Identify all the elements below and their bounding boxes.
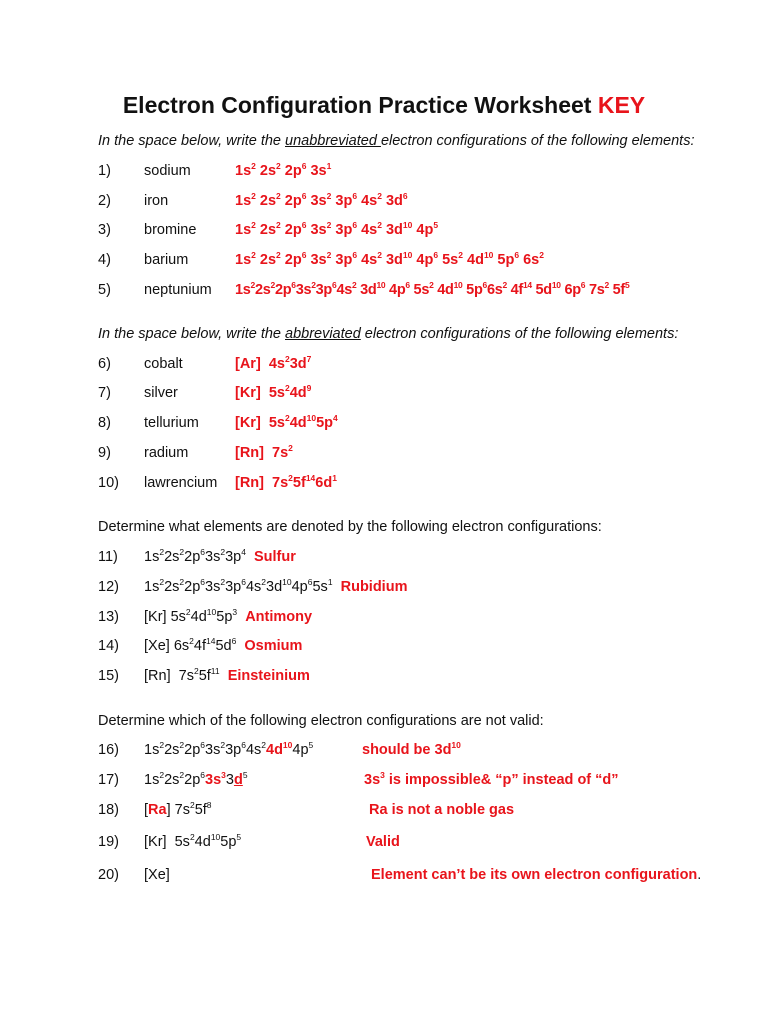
element-name: tellurium — [144, 415, 199, 431]
answer: Sulfur — [254, 549, 296, 565]
title-text: Electron Configuration Practice Worksheet — [122, 92, 592, 118]
element-name: sodium — [144, 163, 191, 179]
configuration: [Xe] $6s^24f^{14}5d^6$ Osmium — [144, 636, 303, 654]
question-number: 9) — [98, 445, 111, 461]
answer: Antimony — [245, 609, 313, 625]
question-number: 13) — [98, 609, 119, 625]
question-number: 14) — [98, 638, 119, 654]
question-number: 19) — [98, 834, 119, 850]
configuration: $1s^22s^22p^63s^23p^64s^23d^{10}4p^65s^1$ Rubidium — [144, 577, 408, 595]
answer: $1s^2$ $2s^2$ $2p^6$ $3s^1$ — [235, 161, 332, 179]
question-number: 17) — [98, 772, 119, 788]
answer: Element can’t be its own electron configuration. — [371, 867, 702, 883]
section4-instruction: Determine which of the following electron configurations are not valid: — [98, 713, 544, 729]
question-number: 18) — [98, 802, 119, 818]
title-key: KEY — [597, 92, 646, 118]
configuration: [Ra] $7s^25f^8$ — [144, 800, 212, 818]
answer: [Rn] $7s^2$ — [235, 443, 293, 461]
question-number: 1) — [98, 163, 111, 179]
configuration: [Rn] $7s^25f^{11}$ Einsteinium — [144, 666, 310, 684]
section3-instruction: Determine what elements are denoted by the following electron configurations: — [98, 519, 602, 535]
question-number: 8) — [98, 415, 111, 431]
configuration: $1s^22s^22p^63s^23p^4$ Sulfur — [144, 547, 296, 565]
element-name: lawrencium — [144, 475, 218, 491]
question-number: 10) — [98, 475, 119, 491]
question-number: 3) — [98, 222, 111, 238]
question-number: 20) — [98, 867, 119, 883]
element-name: neptunium — [144, 282, 212, 298]
section1-instruction: In the space below, write the unabbreviated electron configurations of the following elements: — [98, 133, 695, 149]
question-number: 11) — [98, 549, 118, 565]
answer: $3s^3$ is impossible& “p” instead of “d” — [364, 770, 619, 788]
element-name: iron — [144, 193, 169, 209]
question-number: 4) — [98, 252, 111, 268]
answer: $1s^2$ $2s^2$ $2p^6$ $3s^2$ $3p^6$ $4s^2$ $3d^6$ — [235, 191, 408, 209]
answer: [Ar] $4s^23d^7$ — [235, 354, 312, 372]
configuration: [Xe] — [144, 867, 170, 883]
answer: Valid — [366, 834, 400, 850]
answer: should be $3d^{10}$ — [362, 740, 461, 758]
question-number: 5) — [98, 282, 111, 298]
answer: [Kr] $5s^24d^{10}5p^4$ — [235, 413, 338, 431]
section2-instruction: In the space below, write the abbreviated electron configurations of the following elements: — [98, 326, 679, 342]
element-name: barium — [144, 252, 189, 268]
configuration: [Kr] $5s^24d^{10}5p^5$ — [144, 832, 242, 850]
configuration: $1s^22s^22p^63s^33d^5$ — [144, 770, 248, 788]
question-number: 12) — [98, 579, 119, 595]
answer: Ra is not a noble gas — [369, 802, 515, 818]
answer: [Rn] $7s^25f^{14}6d^1$ — [235, 473, 337, 491]
answer: $1s^2$ $2s^2$ $2p^6$ $3s^2$ $3p^6$ $4s^2$ $3d^{10}$ $4p^6$ $5s^2$ $4d^{10}$ $5p^6$ $6s^2$ — [235, 250, 544, 268]
question-number: 15) — [98, 668, 119, 684]
question-number: 2) — [98, 193, 111, 209]
answer: $1s^22s^22p^63s^23p^64s^2$ $3d^{10}$ $4p^6$ $5s^2$ $4d^{10}$ $5p^66s^2$ $4f^{14}$ $5d^{10}$ $6p^6$ $7s^2$ $5f^5$ — [235, 280, 630, 298]
configuration: $1s^22s^22p^63s^23p^64s^24d^{10}4p^5$ — [144, 740, 314, 758]
answer: Rubidium — [340, 579, 408, 595]
answer: $1s^2$ $2s^2$ $2p^6$ $3s^2$ $3p^6$ $4s^2$ $3d^{10}$ $4p^5$ — [235, 220, 439, 238]
element-name: silver — [144, 385, 178, 401]
answer: Osmium — [244, 638, 303, 654]
question-number: 16) — [98, 742, 119, 758]
page-title — [0, 92, 768, 119]
answer: [Kr] $5s^24d^9$ — [235, 383, 312, 401]
element-name: cobalt — [144, 356, 183, 372]
question-number: 6) — [98, 356, 111, 372]
question-number: 7) — [98, 385, 111, 401]
answer: Einsteinium — [227, 668, 310, 684]
configuration: [Kr] $5s^24d^{10}5p^3$ Antimony — [144, 607, 313, 625]
element-name: bromine — [144, 222, 197, 238]
element-name: radium — [144, 445, 189, 461]
